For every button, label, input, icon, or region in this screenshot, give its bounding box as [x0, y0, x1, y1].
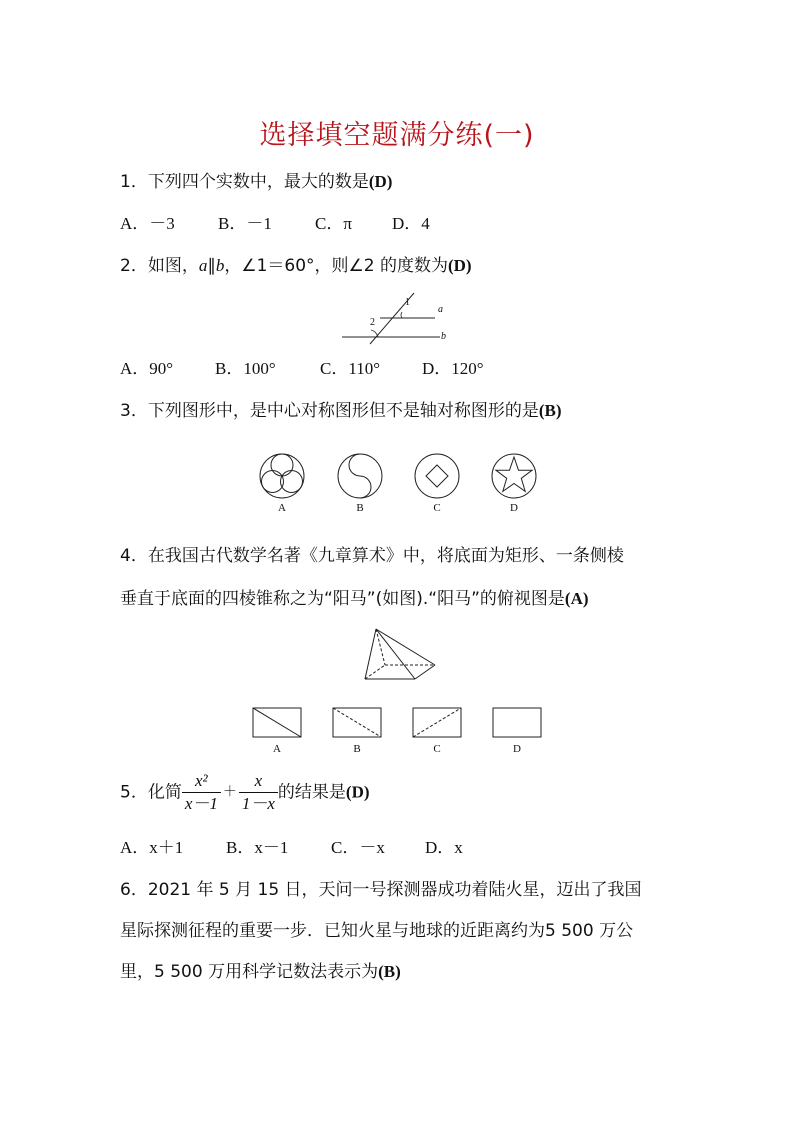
fraction-2-denominator: 1－x: [241, 794, 275, 813]
question-2-option-d: D．120°: [422, 359, 484, 378]
top-view-a: [252, 707, 302, 739]
question-6-line-2: 星际探测征程的重要一步．已知火星与地球的近距离约为5 500 万公: [120, 921, 634, 941]
question-1-option-d: D．4: [392, 214, 430, 233]
fraction-2-numerator: x: [239, 770, 278, 793]
question-3: [120, 400, 562, 422]
question-1-option-c: C．π: [315, 214, 352, 233]
question-3-stem: 3．下列图形中，是中心对称图形但不是轴对称图形的是: [120, 401, 539, 421]
question-1: [120, 171, 392, 193]
top-view-d: [492, 707, 542, 739]
question-5-answer: (D): [345, 782, 370, 802]
figure-c-label: C: [433, 502, 441, 514]
figure-b-yinyang: [336, 452, 384, 500]
fraction-1: [182, 770, 221, 815]
top-view-a-label: A: [273, 743, 281, 755]
page-title: 选择填空题满分练(一): [259, 120, 535, 151]
angle-1-label: 1: [405, 297, 410, 308]
figure-b-label: B: [356, 502, 364, 514]
fraction-1-numerator: x²: [182, 770, 221, 793]
pyramid-figure: [360, 627, 440, 685]
question-5-option-a: A．x＋1: [120, 838, 184, 857]
question-1-answer: (D): [368, 172, 393, 191]
angle-2-label: 2: [370, 317, 375, 328]
figure-a-label: A: [278, 502, 286, 514]
question-2-option-b: B．100°: [215, 359, 276, 378]
question-4-answer: (A): [564, 589, 589, 608]
question-6-answer: (B): [378, 962, 401, 981]
question-4-line-1: 4．在我国古代数学名著《九章算术》中，将底面为矩形、一条侧棱: [120, 546, 624, 566]
question-5-stem-suffix: 的结果是: [277, 782, 346, 803]
fraction-2: [239, 770, 278, 815]
plus-sign: ＋: [222, 784, 237, 800]
question-2: [120, 255, 472, 277]
question-3-answer: (B): [538, 401, 562, 420]
question-1-stem: 1．下列四个实数中，最大的数是: [120, 172, 369, 192]
question-6-stem: 里，5 500 万用科学记数法表示为: [120, 962, 379, 982]
line-a-label: a: [438, 304, 443, 315]
question-6-line-3: [120, 961, 401, 983]
question-5-stem-prefix: 5．化简: [120, 782, 182, 803]
question-5: [120, 770, 370, 815]
figure-c-diamond-circle: [413, 452, 461, 500]
question-5-option-b: B．x－1: [226, 838, 289, 857]
question-1-option-b: B．－1: [218, 214, 272, 233]
question-1-option-a: A．－3: [120, 214, 175, 233]
top-view-c-label: C: [433, 743, 441, 755]
top-view-d-label: D: [513, 743, 521, 755]
question-2-var-b: b: [215, 256, 225, 275]
fraction-1-denominator: x－1: [184, 794, 218, 813]
question-2-stem-mid: ，∠1＝60°，则∠2 的度数为: [224, 256, 448, 276]
question-5-option-c: C．－x: [331, 838, 385, 857]
top-view-b: [332, 707, 382, 739]
question-2-parallel-sign: ∥: [207, 256, 216, 275]
question-4-line-2: [120, 588, 589, 610]
question-2-option-c: C．110°: [320, 359, 381, 378]
question-5-option-d: D．x: [425, 838, 463, 857]
question-6-line-1: 6．2021 年 5 月 15 日，天问一号探测器成功着陆火星，迈出了我国: [120, 880, 642, 900]
angle-1-arc: [401, 312, 402, 318]
question-2-answer: (D): [447, 256, 472, 275]
question-2-stem-prefix: 2．如图，: [120, 256, 199, 276]
figure-a-trefoil: [258, 452, 306, 500]
top-view-c: [412, 707, 462, 739]
line-b-label: b: [441, 331, 446, 342]
question-2-option-a: A．90°: [120, 359, 174, 378]
figure-d-star-circle: [490, 452, 538, 500]
figure-d-label: D: [510, 502, 518, 514]
question-4-stem: 垂直于底面的四棱锥称之为“阳马”(如图).“阳马”的俯视图是: [120, 589, 565, 609]
top-view-b-label: B: [353, 743, 361, 755]
question-2-var-a: a: [198, 256, 208, 275]
